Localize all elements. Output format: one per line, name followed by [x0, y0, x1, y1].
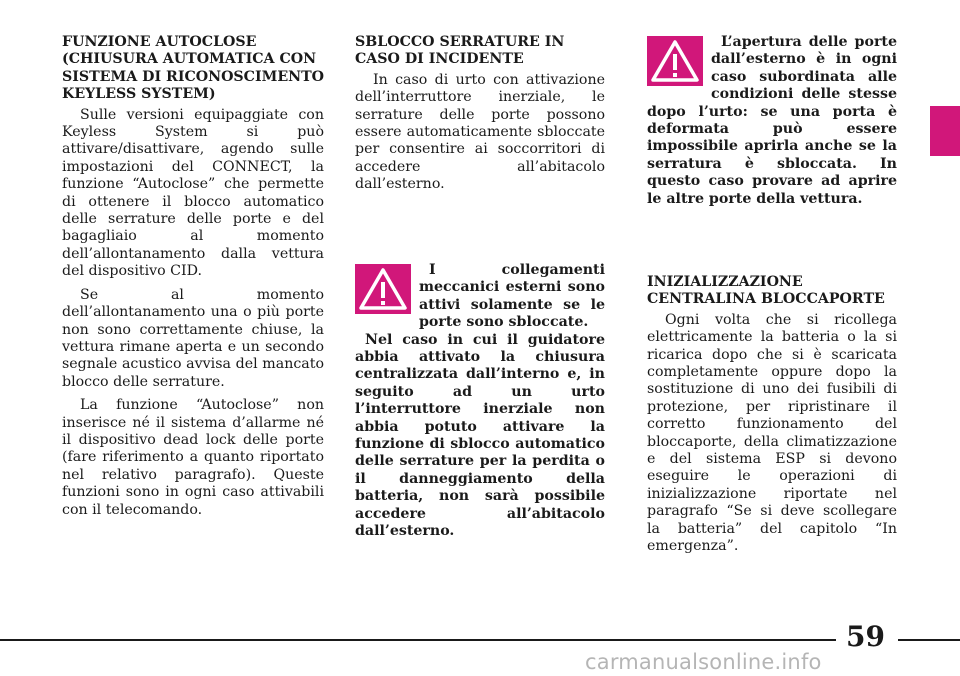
warning-triangle-icon [355, 264, 411, 314]
footer-rule [0, 639, 836, 641]
paragraph: In caso di urto con attivazione dell’interruttore inerziale, le serrature delle porte possono essere automaticamente sbloccate per consentire ai soccorritori di accedere all’abitacolo dall’esterno. [355, 71, 605, 193]
column-sblocco [355, 34, 605, 200]
section-tab [930, 106, 960, 156]
column-autoclose [62, 34, 324, 525]
warning-triangle-icon [647, 36, 703, 86]
footer-rule-right [898, 639, 960, 641]
warning-text: Nel caso in cui il guidatore abbia attivato la chiusura centralizzata dall’interno e, in seguito ad un urto l’interruttore inerziale non abbia potuto attivare la funzione di sblocco automatico delle serrature per la perdita o il danneggiamento della batteria, non sarà possibile accedere all’abitacolo dall’esterno. [355, 331, 605, 540]
paragraph: Se al momento dell’allontanamento una o più porte non sono correttamente chiuse, la vettura rimane aperta e un secondo segnale acustico avvisa del mancato blocco delle serrature. [62, 286, 324, 390]
paragraph: Ogni volta che si ricollega elettricamente la batteria o la si ricarica dopo che si è scaricata completamente oppure dopo la sostituzione di uno dei fusibili di protezione, per ripristinare il corretto funzionamento del bloccaporte, della climatizzazione e del sistema ESP si devono eseguire le operazioni di inizializzazione riportate nel paragrafo “Se si deve scollegare la batteria” del capitolo “In emergenza”. [647, 311, 897, 555]
warning-text: L’apertura delle porte dall’esterno è in ogni caso subordinata alle condizioni delle stesse dopo l’urto: se una porta è deformata può essere impossibile aprirla anche se la serratura è sbloccata. In questo caso provare ad aprire le altre porte della vettura. [647, 34, 897, 207]
footer-watermark: carmanualsonline.info [585, 650, 822, 674]
heading-autoclose: FUNZIONE AUTOCLOSE (CHIUSURA AUTOMATICA CON SISTEMA DI RICONOSCIMENTO KEYLESS SYSTEM) [62, 34, 325, 103]
warning-text: I collegamenti meccanici esterni sono attivi solamente se le porte sono sbloccate. [419, 262, 605, 331]
heading-sblocco: SBLOCCO SERRATURE IN CASO DI INCIDENTE [355, 34, 565, 68]
paragraph: La funzione “Autoclose” non inserisce né il sistema d’allarme né il dispositivo dead lock delle porte (fare riferimento a quanto riportato nel relativo paragrafo). Queste funzioni sono in ogni caso attivabili con il telecomando. [62, 397, 324, 518]
page-number: 59 [846, 620, 885, 653]
warning-box-mechanical [355, 262, 605, 541]
warning-box-doors [647, 34, 897, 208]
heading-inizializzazione: INIZIALIZZAZIONE CENTRALINA BLOCCAPORTE [647, 274, 885, 308]
paragraph: Sulle versioni equipaggiate con Keyless System si può attivare/disattivare, agendo sulle impostazioni del CONNECT, la funzione “Autoclose” che permette di ottenere il blocco automatico delle serrature delle porte e del bagagliaio al momento dell’allontanamento dalla vettura del dispositivo CID. [62, 106, 324, 280]
column-inizializzazione [647, 274, 897, 562]
